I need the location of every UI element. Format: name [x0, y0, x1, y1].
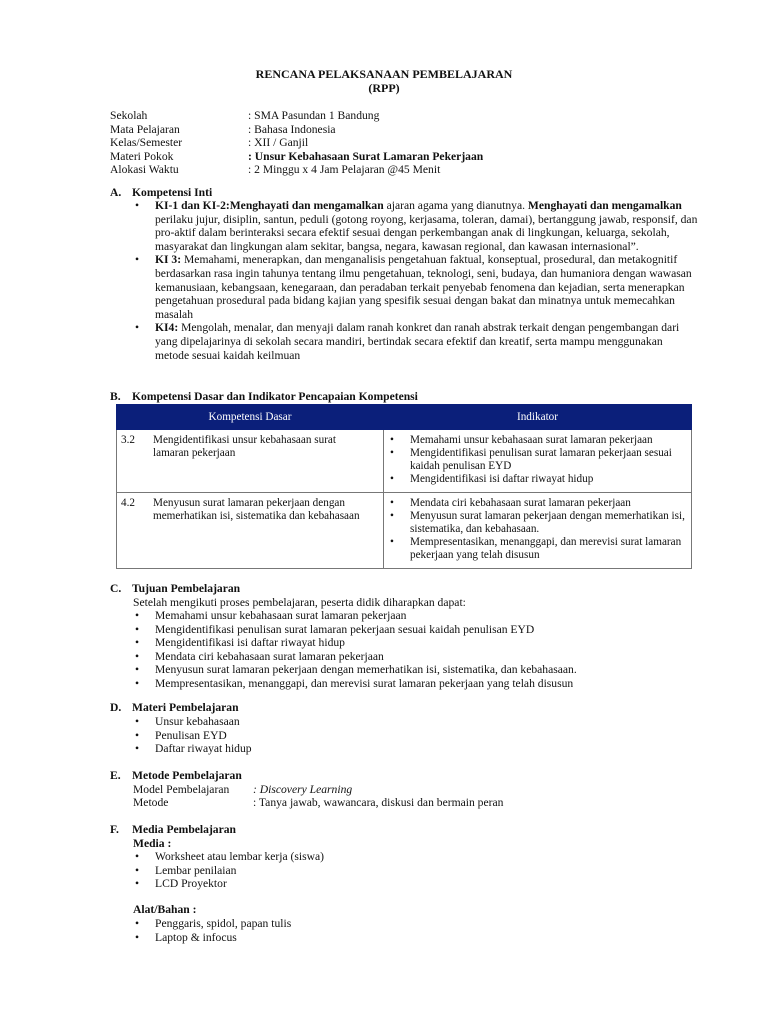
media-label: Media : — [133, 837, 172, 850]
indikator-list — [388, 434, 687, 486]
bullet-icon: • — [390, 447, 394, 459]
bullet-icon: • — [135, 253, 140, 267]
kd-number: 3.2 — [121, 434, 135, 446]
list-item — [133, 623, 577, 637]
bullet-icon: • — [135, 877, 140, 891]
ki-text: ajaran agama yang dianutnya. — [383, 199, 528, 212]
ki-label: KI-1 dan KI-2:Menghayati dan mengamalkan — [155, 199, 384, 212]
list-item — [133, 877, 324, 891]
list-item — [133, 677, 577, 691]
list-item — [133, 715, 252, 729]
identity-key: Alokasi Waktu — [110, 163, 179, 176]
identity-block — [110, 109, 483, 177]
section-letter: D. — [110, 701, 122, 714]
bullet-icon: • — [135, 649, 140, 663]
bullet-icon: • — [135, 636, 140, 650]
identity-key: Mata Pelajaran — [110, 122, 180, 136]
section-d-heading — [110, 701, 239, 715]
section-letter: C. — [110, 582, 122, 595]
model-key: Model Pembelajaran — [133, 783, 230, 796]
ki-text: Memahami, menerapkan, dan menganalisis pengetahuan faktual, konseptual, prosedural, dan metakognitif berdasarkan rasa ingin tahunya tentang ilmu pengetahuan, teknologi, seni, budaya, dan humaniora dengan wawasan kemanusiaan, kebangsaan, kenegaraan, dan peradaban terkait penyebab fenomena dan kejadian, serta menerapkan pengetahuan prosedural pada bidang kajian yang spesifik sesuai dengan bakat dan minatnya untuk memecahkan masalah — [155, 253, 692, 321]
bullet-icon: • — [390, 497, 394, 509]
ki-text: Mengolah, menalar, dan menyaji dalam ranah konkret dan ranah abstrak terkait dengan pengembangan dari yang dipelajarinya di sekolah secara mandiri, bertindak secara efektif dan kreatif, serta mampu menggunakan metode sesuai kaidah keilmuan — [155, 321, 680, 362]
list-item — [133, 663, 577, 677]
section-title: Kompetensi Inti — [132, 186, 213, 199]
identity-key: Materi Pokok — [110, 149, 174, 163]
indikator-text: Mempresentasikan, menanggapi, dan merevisi surat lamaran pekerjaan yang telah disusun — [410, 536, 682, 561]
bullet-icon: • — [390, 473, 394, 485]
list-item — [133, 199, 698, 253]
metode-key: Metode — [133, 796, 169, 809]
bullet-icon: • — [135, 199, 140, 212]
bullet-icon: • — [135, 609, 140, 622]
section-title: Kompetensi Dasar dan Indikator Pencapaian Kompetensi — [132, 390, 418, 403]
kompetensi-inti-list — [133, 199, 698, 362]
kd-text: Mengidentifikasi unsur kebahasaan surat lamaran pekerjaan — [153, 434, 336, 459]
metode-value: : Tanya jawab, wawancara, diskusi dan bermain peran — [253, 796, 504, 809]
list-item — [133, 321, 698, 362]
bullet-icon: • — [135, 715, 140, 728]
tujuan-text: Memahami unsur kebahasaan surat lamaran pekerjaan — [155, 609, 407, 622]
kd-text: Menyusun surat lamaran pekerjaan dengan memerhatikan isi, sistematika dan kebahasaan — [153, 497, 360, 522]
kompetensi-table — [116, 404, 692, 569]
identity-row-mapel — [110, 123, 483, 137]
bullet-icon: • — [135, 321, 140, 335]
identity-row-alokasi — [110, 163, 483, 177]
section-title: Media Pembelajaran — [132, 823, 236, 836]
list-item — [388, 497, 687, 510]
ki-label: KI4: — [155, 321, 179, 335]
list-item — [388, 447, 687, 473]
section-letter: A. — [110, 186, 122, 199]
identity-key: Sekolah — [110, 109, 148, 122]
alat-list — [133, 917, 291, 944]
list-item — [133, 864, 324, 878]
materi-text: Unsur kebahasaan — [155, 715, 240, 728]
list-item — [388, 536, 687, 562]
media-text: Worksheet atau lembar kerja (siswa) — [155, 850, 325, 863]
bullet-icon: • — [135, 728, 140, 742]
list-item — [133, 609, 577, 623]
section-e-heading — [110, 769, 242, 783]
list-item — [133, 931, 291, 945]
bullet-icon: • — [390, 536, 394, 548]
bullet-icon: • — [135, 663, 140, 677]
section-title: Metode Pembelajaran — [132, 769, 242, 782]
column-header-indikator: Indikator — [384, 405, 692, 430]
kd-cell — [117, 430, 384, 493]
indikator-text: Memahami unsur kebahasaan surat lamaran pekerjaan — [410, 434, 653, 446]
bullet-icon: • — [135, 742, 140, 756]
identity-value: : Unsur Kebahasaan Surat Lamaran Pekerjaan — [248, 149, 484, 163]
section-f-heading — [110, 823, 236, 837]
ki-label: KI 3: — [155, 253, 182, 267]
alat-label: Alat/Bahan : — [133, 903, 197, 916]
list-item — [133, 650, 577, 664]
bullet-icon: • — [135, 863, 140, 877]
section-c-heading — [110, 582, 240, 596]
indikator-cell — [384, 430, 692, 493]
list-item — [388, 510, 687, 536]
bullet-icon: • — [135, 850, 140, 863]
model-pembelajaran-row — [133, 783, 352, 797]
indikator-list — [388, 497, 687, 562]
column-header-kd: Kompetensi Dasar — [117, 405, 384, 430]
section-title: Materi Pembelajaran — [132, 701, 239, 714]
section-title: Tujuan Pembelajaran — [132, 582, 241, 595]
list-item — [133, 636, 577, 650]
materi-text: Daftar riwayat hidup — [155, 742, 252, 756]
bullet-icon: • — [390, 434, 394, 446]
list-item — [388, 434, 687, 447]
document-subtitle: (RPP) — [368, 81, 400, 95]
kd-number: 4.2 — [121, 497, 135, 509]
identity-value: : SMA Pasundan 1 Bandung — [248, 109, 380, 122]
materi-text: Penulisan EYD — [155, 728, 227, 742]
media-list — [133, 850, 324, 891]
bullet-icon: • — [135, 622, 140, 636]
identity-value: : 2 Minggu x 4 Jam Pelajaran @45 Menit — [248, 163, 441, 176]
bullet-icon: • — [390, 510, 394, 522]
list-item — [133, 253, 698, 321]
section-b-heading — [110, 390, 418, 404]
media-text: Lembar penilaian — [155, 863, 237, 877]
bullet-icon: • — [135, 676, 140, 690]
identity-row-sekolah — [110, 109, 483, 123]
tujuan-text: Menyusun surat lamaran pekerjaan dengan memerhatikan isi, sistematika, dan kebahasaan. — [155, 663, 577, 677]
alat-text: Laptop & infocus — [155, 930, 237, 944]
list-item — [133, 729, 252, 743]
alat-text: Penggaris, spidol, papan tulis — [155, 917, 292, 930]
bullet-icon: • — [135, 917, 140, 930]
model-value: : Discovery Learning — [253, 783, 353, 796]
indikator-text: Mengidentifikasi isi daftar riwayat hidup — [410, 473, 594, 485]
indikator-text: Mengidentifikasi penulisan surat lamaran pekerjaan sesuai kaidah penulisan EYD — [410, 447, 672, 472]
media-text: LCD Proyektor — [155, 877, 227, 891]
tujuan-text: Mengidentifikasi penulisan surat lamaran pekerjaan sesuai kaidah penulisan EYD — [155, 622, 535, 636]
table-row — [117, 493, 692, 569]
identity-value: : Bahasa Indonesia — [248, 122, 336, 136]
kd-cell — [117, 493, 384, 569]
ki-text: perilaku jujur, disiplin, santun, peduli (gotong royong, kerjasama, toleran, damai), bertanggung jawab, responsif, dan pro-aktif dalam berinteraksi secara efektif sesuai dengan perkembangan anak di lingkungan, keluarga, sekolah, masyarakat dan lingkungan alam sekitar, bangsa, negara, kawasan regional, dan kawasan internasional”. — [155, 212, 698, 253]
section-letter: F. — [110, 823, 119, 836]
metode-row — [133, 796, 503, 810]
tujuan-text: Mengidentifikasi isi daftar riwayat hidup — [155, 636, 345, 650]
materi-list — [133, 715, 252, 756]
list-item — [388, 473, 687, 486]
identity-key: Kelas/Semester — [110, 136, 183, 149]
identity-value: : XII / Ganjil — [248, 136, 309, 149]
ki-emphasis: Menghayati dan mengamalkan — [527, 199, 682, 212]
identity-row-materi — [110, 150, 483, 164]
bullet-icon: • — [135, 930, 140, 944]
tujuan-text: Mempresentasikan, menanggapi, dan merevisi surat lamaran pekerjaan yang telah disusun — [155, 676, 574, 690]
tujuan-intro: Setelah mengikuti proses pembelajaran, peserta didik diharapkan dapat: — [133, 596, 466, 609]
table-row — [117, 430, 692, 493]
section-letter: B. — [110, 390, 121, 403]
tujuan-text: Mendata ciri kebahasaan surat lamaran pekerjaan — [155, 649, 384, 663]
list-item — [133, 742, 252, 756]
section-letter: E. — [110, 769, 121, 782]
tujuan-list — [133, 609, 577, 691]
list-item — [133, 917, 291, 931]
list-item — [133, 850, 324, 864]
indikator-text: Mendata ciri kebahasaan surat lamaran pekerjaan — [410, 497, 631, 509]
section-a-heading — [110, 186, 212, 200]
indikator-cell — [384, 493, 692, 569]
indikator-text: Menyusun surat lamaran pekerjaan dengan memerhatikan isi, sistematika, dan kebahasaan. — [410, 510, 685, 535]
document-title: RENCANA PELAKSANAAN PEMBELAJARAN — [255, 67, 513, 81]
identity-row-kelas — [110, 136, 483, 150]
